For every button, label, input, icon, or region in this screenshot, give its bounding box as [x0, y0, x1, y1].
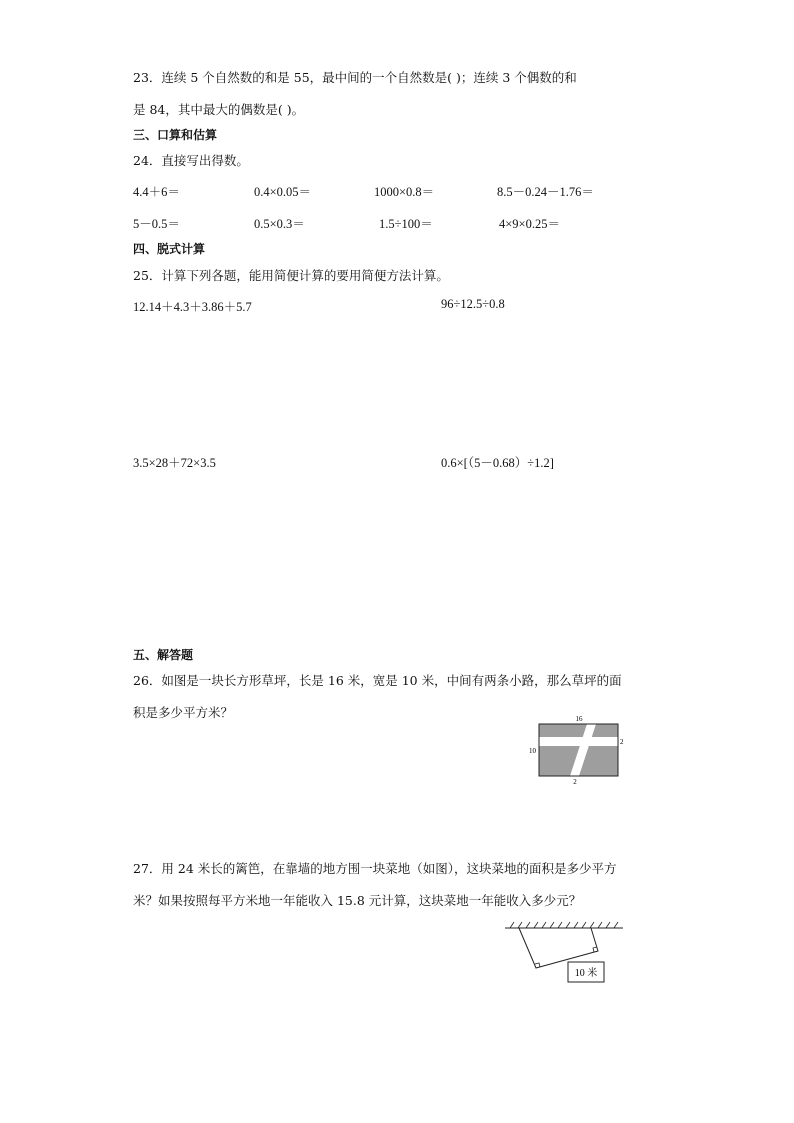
section-5-title: 五、解答题 [133, 648, 194, 662]
q24-r2-c2: 0.5×0.3＝ [254, 217, 305, 231]
q24-r1-c2: 0.4×0.05＝ [254, 185, 312, 199]
q23-line1: 23．连续 5 个自然数的和是 55，最中间的一个自然数是( )；连续 3 个偶数的和 [133, 70, 577, 85]
q24-r1-c1: 4.4＋6＝ [133, 185, 180, 199]
q26-line2: 积是多少平方米？ [133, 705, 234, 720]
q25-expr-4: 0.6×[（5－0.68）÷1.2] [441, 456, 554, 470]
q27-line2: 米？如果按照每平方米地一年能收入 15.8 元计算，这块菜地一年能收入多少元？ [133, 893, 582, 908]
length-label: 16 [575, 715, 583, 723]
lawn-figure [525, 712, 635, 788]
q25-expr-2: 96÷12.5÷0.8 [441, 297, 505, 311]
q25-expr-3: 3.5×28＋72×3.5 [133, 456, 216, 470]
q23-line2: 是 84，其中最大的偶数是( )。 [133, 102, 305, 117]
q27-line1: 27．用 24 米长的篱笆，在靠墙的地方围一块菜地（如图），这块菜地的面积是多少平方 [133, 861, 617, 876]
q24-r1-c4: 8.5－0.24－1.76＝ [497, 185, 594, 199]
wall-hatching [510, 922, 618, 928]
q25-expr-1: 12.14＋4.3＋3.86＋5.7 [133, 300, 252, 314]
q24-r2-c3: 1.5÷100＝ [379, 217, 433, 231]
path-width-right-label: 2 [620, 738, 624, 746]
side-label: 10 米 [574, 968, 598, 979]
section-4-title: 四、脱式计算 [133, 242, 206, 256]
width-label: 10 [529, 747, 536, 755]
q24-prompt: 24．直接写出得数。 [133, 153, 249, 168]
path-width-bottom-label: 2 [573, 778, 577, 786]
q24-r2-c1: 5－0.5＝ [133, 217, 180, 231]
q25-prompt: 25．计算下列各题，能用简便计算的要用简便方法计算。 [133, 268, 449, 283]
q24-r2-c4: 4×9×0.25＝ [499, 217, 560, 231]
garden-figure [500, 918, 630, 990]
section-3-title: 三、口算和估算 [133, 128, 218, 142]
horizontal-path [539, 737, 618, 746]
q26-line1: 26．如图是一块长方形草坪，长是 16 米，宽是 10 米，中间有两条小路，那么草坪的面 [133, 673, 622, 688]
q24-r1-c3: 1000×0.8＝ [374, 185, 435, 199]
